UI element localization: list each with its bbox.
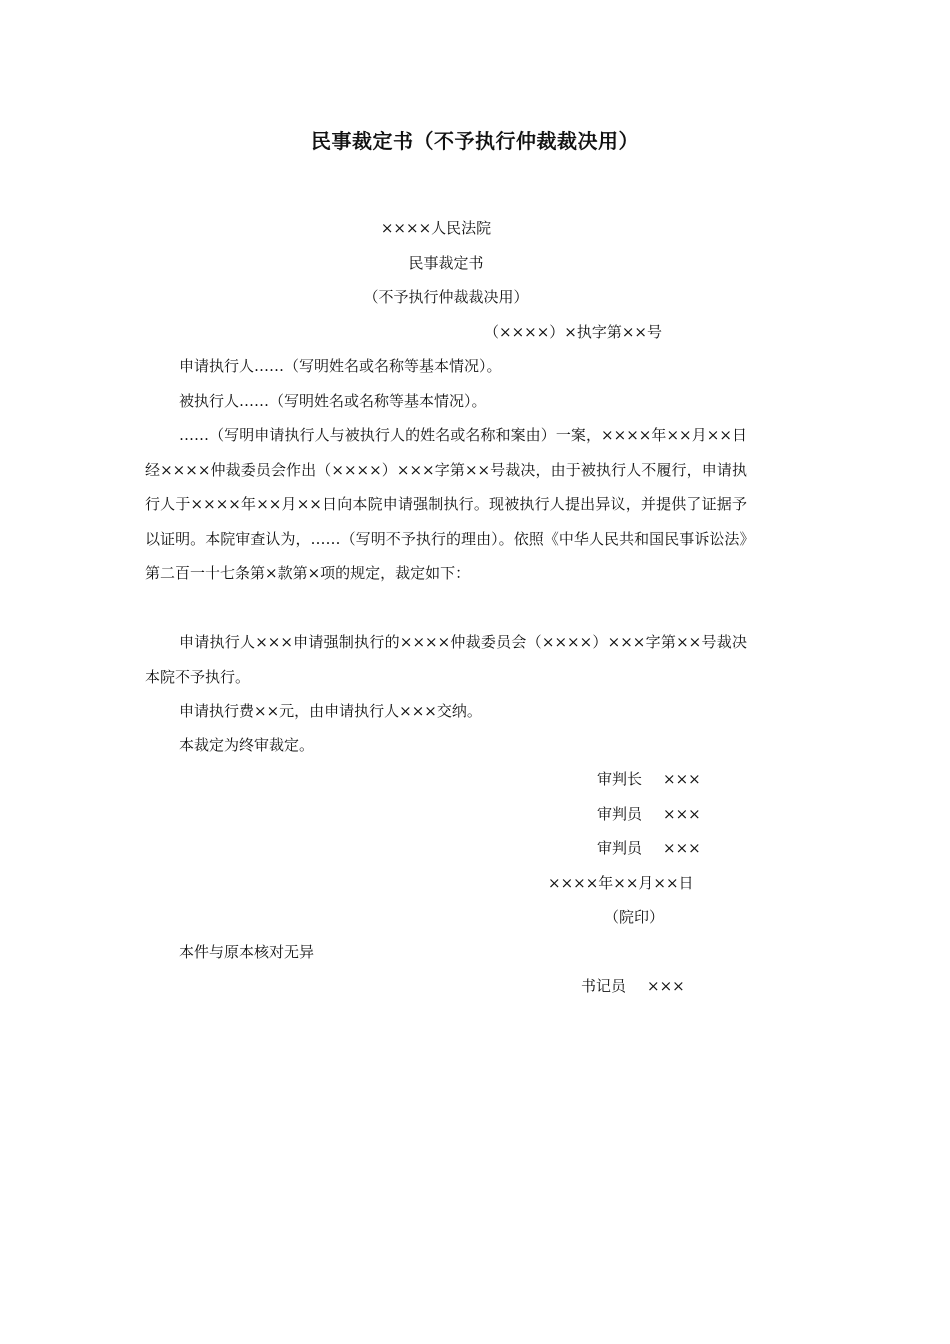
finality-paragraph: 本裁定为终审裁定。 — [179, 736, 315, 754]
ruling-date: ××××年××月××日 — [548, 874, 694, 892]
signature-presiding-judge — [597, 769, 701, 789]
signature-role: 审判员 — [597, 839, 643, 857]
document-type: 民事裁定书 — [408, 254, 484, 272]
signature-judge-1 — [597, 804, 701, 824]
clerk-role: 书记员 — [581, 977, 627, 995]
signature-name: ××× — [663, 839, 701, 857]
court-seal: （院印） — [604, 908, 665, 926]
document-title: 民事裁定书（不予执行仲裁裁决用） — [311, 129, 639, 153]
signature-role: 审判员 — [597, 805, 643, 823]
respondent-paragraph: 被执行人……（写明姓名或名称等基本情况）。 — [179, 392, 487, 410]
court-name: ××××人民法院 — [380, 219, 492, 237]
fee-paragraph: 申请执行费××元，由申请执行人×××交纳。 — [179, 702, 482, 720]
signature-judge-2 — [597, 838, 701, 858]
ruling-paragraph: 申请执行人×××申请强制执行的××××仲裁委员会（××××）×××字第××号裁决本院不予执行。 — [145, 633, 747, 686]
facts-paragraph: ……（写明申请执行人与被执行人的姓名或名称和案由）一案，××××年××月××日经××××仲裁委员会作出（××××）×××字第××号裁决，由于被执行人不履行，申请执行人于××××年××月××日向本院申请强制执行。现被执行人提出异议，并提供了证据予以证明。本院审查认为，……（写明不予执行的理由）。依照《中华人民共和国民事诉讼法》第二百一十七条第×款第×项的规定，裁定如下： — [145, 426, 747, 582]
applicant-paragraph: 申请执行人……（写明姓名或名称等基本情况）。 — [179, 357, 502, 375]
signature-role: 审判长 — [597, 770, 643, 788]
case-number: （××××）×执字第××号 — [484, 323, 662, 341]
verification-note: 本件与原本核对无异 — [179, 943, 315, 961]
clerk-name: ××× — [647, 977, 685, 995]
document-subtitle: （不予执行仲裁裁决用） — [363, 288, 529, 306]
signature-name: ××× — [663, 770, 701, 788]
signature-name: ××× — [663, 805, 701, 823]
signature-clerk — [581, 976, 685, 996]
